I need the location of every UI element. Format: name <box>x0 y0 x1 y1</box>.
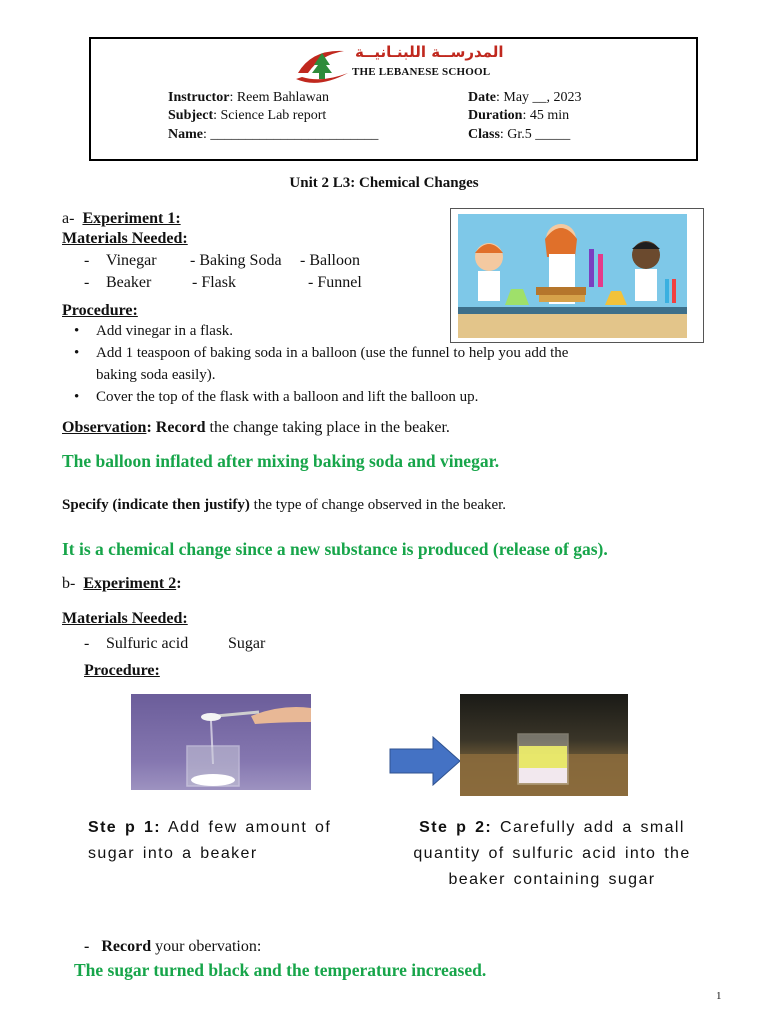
step1-caption: Ste p 1: Add few amount of sugar into a beaker <box>88 819 332 862</box>
procedure-heading-2: Procedure: <box>84 662 160 679</box>
logo-arabic-text: المدرســة اللبنـانيــة <box>355 43 504 61</box>
page-number: 1 <box>716 990 722 1002</box>
materials-row-2: - Beaker - Flask - Funnel <box>84 274 362 291</box>
procedure-heading-1: Procedure: <box>62 302 138 319</box>
page-title: Unit 2 L3: Chemical Changes <box>289 175 479 191</box>
class-line: Class: Gr.5 _____ <box>468 127 571 142</box>
answer-sugar: The sugar turned black and the temperature increased. <box>74 960 487 980</box>
experiment2-heading: b- Experiment 2: <box>62 575 182 592</box>
procedure-step-1: Add vinegar in a flask. <box>96 323 234 339</box>
experiment1-heading: a- Experiment 1: <box>62 210 181 227</box>
specify-prompt: Specify (indicate then justify) the type of change observed in the beaker. <box>62 497 507 513</box>
name-line: Name: ________________________ <box>168 127 379 142</box>
school-logo <box>292 43 504 89</box>
materials-row-1: - Vinegar - Baking Soda - Balloon <box>84 252 360 269</box>
materials-heading-2: Materials Needed: <box>62 610 188 627</box>
procedure-step-2: Add 1 teaspoon of baking soda in a balloon (use the funnel to help you add the <box>96 345 569 361</box>
instructor-line: Instructor: Reem Bahlawan <box>168 90 329 105</box>
acid-beaker-photo <box>460 694 628 796</box>
date-line: Date: May __, 2023 <box>468 90 582 105</box>
sugar-pour-photo <box>131 694 311 790</box>
logo-english-text: THE LEBANESE SCHOOL <box>352 66 491 78</box>
duration-line: Duration: 45 min <box>468 108 570 123</box>
answer-chemical-change: It is a chemical change since a new substance is produced (release of gas). <box>62 539 608 559</box>
step2-caption: Ste p 2: Carefully add a small quantity of sulfuric acid into the beaker containing sugar <box>413 819 691 888</box>
procedure-step-3: Cover the top of the flask with a balloon and lift the balloon up. <box>96 389 479 405</box>
subject-line: Subject: Science Lab report <box>168 108 327 123</box>
materials-row-exp2: - Sulfuric acid Sugar <box>84 635 266 652</box>
lab-kids-illustration <box>450 208 704 343</box>
materials-heading-1: Materials Needed: <box>62 230 188 247</box>
cedar-logo-icon <box>292 43 352 89</box>
arrow-right-icon <box>389 736 461 786</box>
record-observation-prompt: - Record your obervation: <box>84 938 262 955</box>
answer-balloon: The balloon inflated after mixing baking soda and vinegar. <box>62 451 500 471</box>
procedure-step-2-cont: baking soda easily). <box>96 367 216 383</box>
observation-prompt: Observation: Record the change taking place in the beaker. <box>62 419 450 436</box>
